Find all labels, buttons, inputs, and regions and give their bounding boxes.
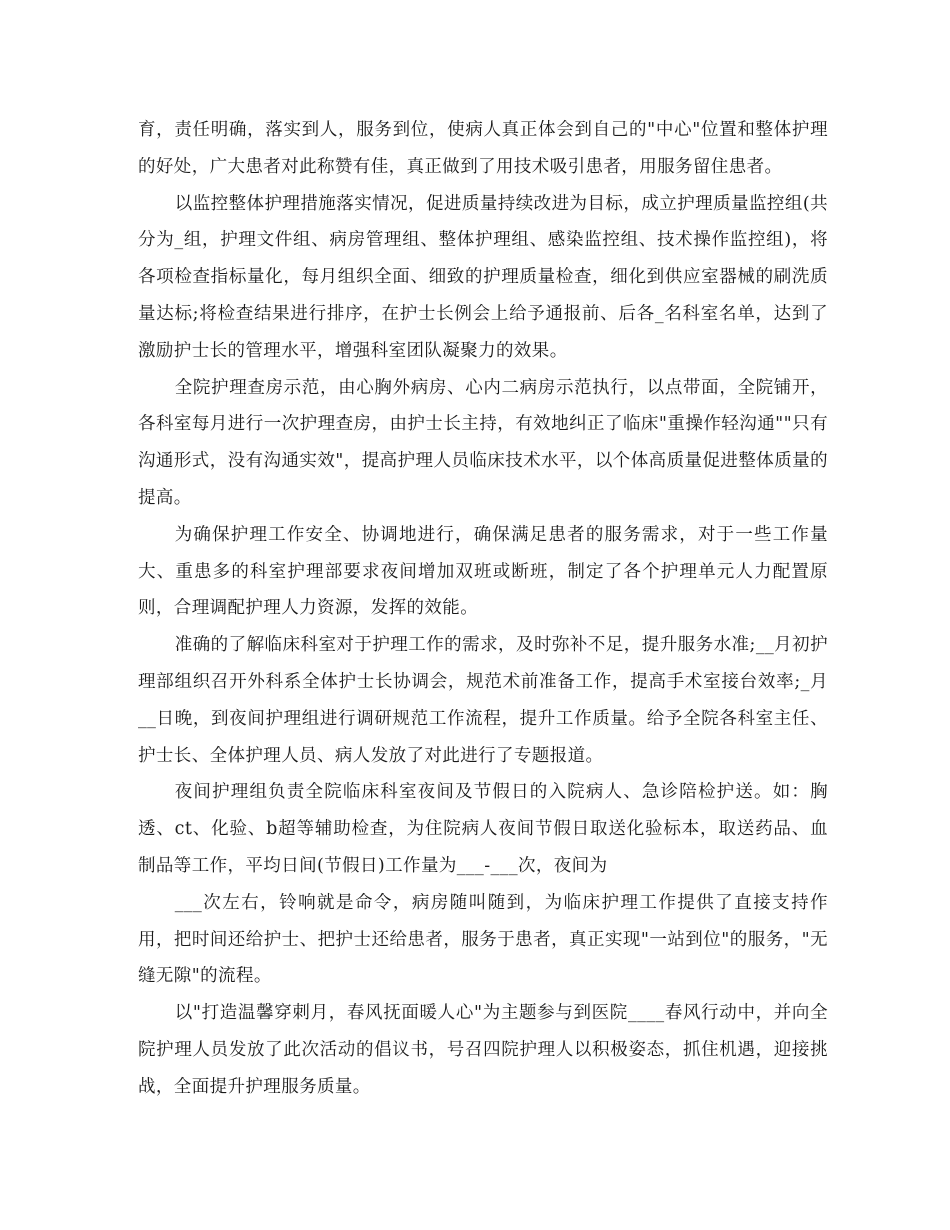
document-body (138, 112, 828, 1106)
paragraph-6: 夜间护理组负责全院临床科室夜间及节假日的入院病人、急诊陪检护送。如：胸透、ct、化验、b超等辅助检查，为住院病人夜间节假日取送化验标本，取送药品、血制品等工作，平均日间(节假日)工作量为___-___次，夜间为 (138, 782, 828, 876)
paragraph-2: 以监控整体护理措施落实情况，促进质量持续改进为目标，成立护理质量监控组(共分为_组，护理文件组、病房管理组、整体护理组、感染监控组、技术操作监控组)，将各项检查指标量化，每月组织全面、细致的护理质量检查，细化到供应室器械的刷洗质量达标;将检查结果进行排序，在护士长例会上给予通报前、后各_名科室名单，达到了激励护士长的管理水平，增强科室团队凝聚力的效果。 (138, 193, 828, 361)
paragraph-4: 为确保护理工作安全、协调地进行，确保满足患者的服务需求，对于一些工作量大、重患多的科室护理部要求夜间增加双班或断班，制定了各个护理单元人力配置原则，合理调配护理人力资源，发挥的效能。 (138, 524, 828, 619)
paragraph-3: 全院护理查房示范，由心胸外病房、心内二病房示范执行，以点带面，全院铺开，各科室每月进行一次护理查房，由护士长主持，有效地纠正了临床"重操作轻沟通""只有沟通形式，没有沟通实效"，提高护理人员临床技术水平，以个体高质量促进整体质量的提高。 (138, 377, 828, 508)
paragraph-8: 以"打造温馨穿刺月，春风抚面暖人心"为主题参与到医院____春风行动中，并向全院护理人员发放了此次活动的倡议书，号召四院护理人以积极姿态，抓住机遇，迎接挑战，全面提升护理服务质量。 (138, 1003, 828, 1097)
paragraph-1: 育，责任明确，落实到人，服务到位，使病人真正体会到自己的"中心"位置和整体护理的好处，广大患者对此称赞有佳，真正做到了用技术吸引患者，用服务留住患者。 (138, 120, 828, 177)
paragraph-7: ___次左右，铃响就是命令，病房随叫随到，为临床护理工作提供了直接支持作用，把时间还给护士、把护士还给患者，服务于患者，真正实现"一站到位"的服务，"无缝无隙"的流程。 (138, 892, 828, 987)
paragraph-5: 准确的了解临床科室对于护理工作的需求，及时弥补不足，提升服务水准;__月初护理部组织召开外科系全体护士长协调会，规范术前准备工作，提高手术室接台效率;_月__日晚，到夜间护理组进行调研规范工作流程，提升工作质量。给予全院各科室主任、护士长、全体护理人员、病人发放了对此进行了专题报道。 (138, 635, 828, 766)
